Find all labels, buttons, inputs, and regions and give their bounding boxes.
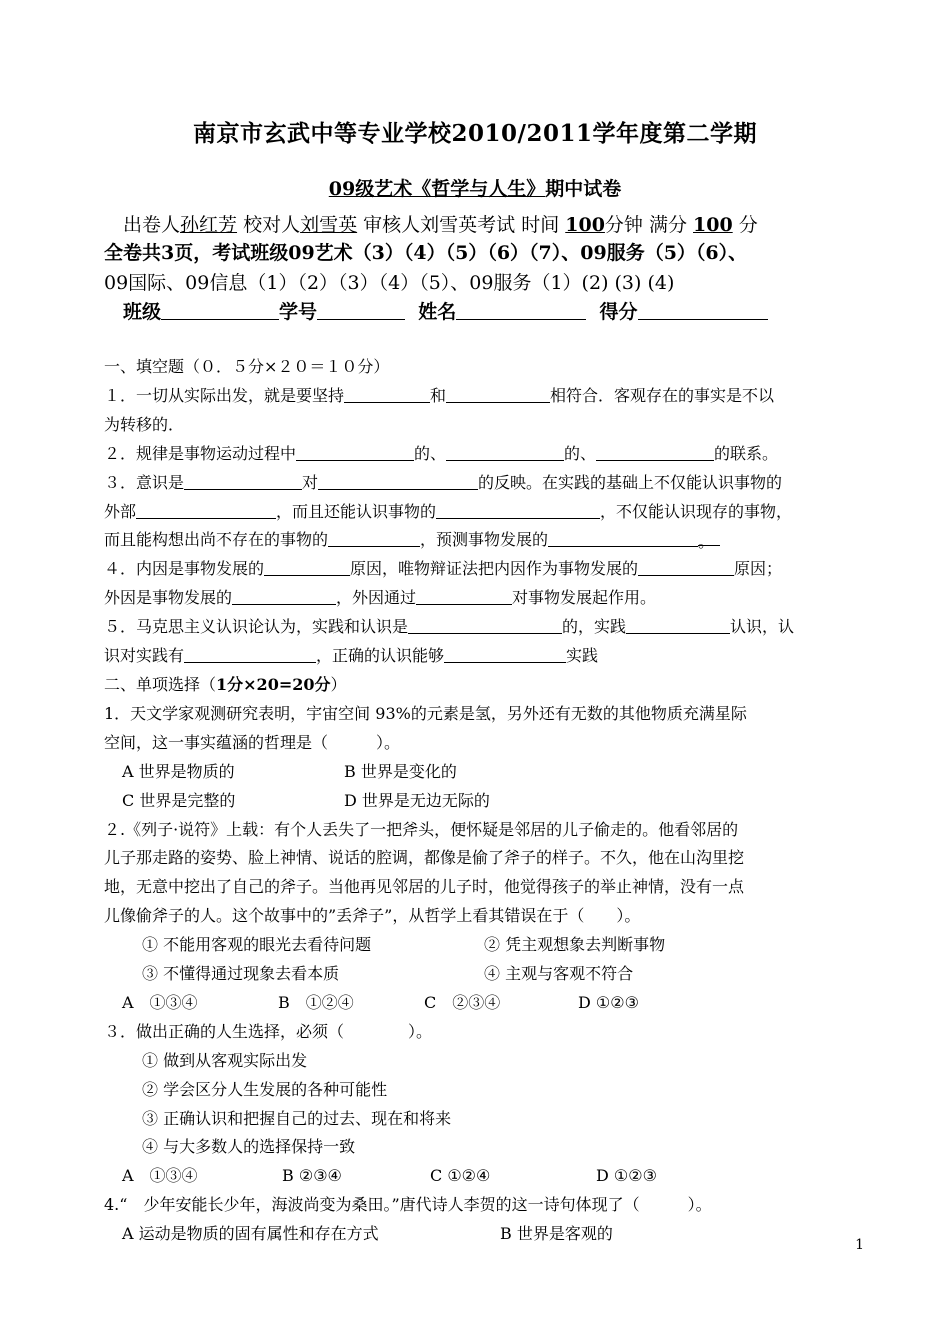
choice-question-2-options [104, 989, 870, 1018]
option-b[interactable]: B 世界是变化的 [344, 761, 457, 781]
option-b[interactable]: B ①②④ [278, 992, 354, 1012]
option-c[interactable]: C 世界是完整的 [122, 790, 236, 810]
option-d[interactable]: D ①②③ [578, 992, 639, 1012]
answer-blank[interactable] [232, 587, 336, 605]
section-1-heading: 一、填空题（０．５分×２０＝１０分） [104, 357, 390, 376]
choice-question-3-statement-1: ① 做到从客观实际出发 [142, 1050, 308, 1070]
answer-blank[interactable] [446, 385, 550, 403]
choice-question-1-options-cd [104, 787, 870, 816]
choice-question-2-cont: 儿子那走路的姿势、脸上神情、说话的腔调，都像是偷了斧子的样子。不久，他在山沟里挖 [104, 848, 745, 868]
name-field[interactable] [456, 302, 586, 320]
choice-question-2-statements-12: ① 不能用客观的眼光去看待问题 ② 凭主观想象去判断事物 [142, 935, 666, 955]
option-a[interactable]: A 运动是物质的固有属性和存在方式 [122, 1224, 379, 1244]
exam-subtitle [0, 174, 950, 201]
choice-question-1-options-ab [104, 758, 870, 787]
option-a[interactable]: A ①③④ [122, 992, 198, 1012]
option-c[interactable]: C ①②④ [430, 1166, 491, 1186]
exam-type: 期中试卷 [545, 178, 622, 200]
author-name: 孙红芳 [180, 214, 238, 236]
answer-blank[interactable] [184, 645, 316, 663]
answer-blank[interactable] [136, 501, 276, 519]
answer-blank[interactable] [446, 443, 564, 461]
fill-question-1: １．一切从实际出发，就是要坚持 和 相符合．客观存在的事实是不以 [104, 385, 775, 405]
answer-blank[interactable] [264, 558, 350, 576]
score-value: 100 [693, 214, 733, 236]
course-name: 09级艺术《哲学与人生》 [328, 178, 546, 200]
exam-scope-line-2: 09国际、09信息（1）（2）（3）（4）（5）、09服务（1）(2) (3) (4) [104, 272, 675, 294]
fill-question-5-cont: 识对实践有 ，正确的认识能够 实践 [104, 646, 599, 666]
choice-question-3-statement-2: ② 学会区分人生发展的各种可能性 [142, 1079, 388, 1099]
option-a[interactable]: A 世界是物质的 [122, 761, 235, 781]
choice-question-3-statement-4: ④ 与大多数人的选择保持一致 [142, 1137, 356, 1157]
choice-question-2-cont3: 儿像偷斧子的人。这个故事中的”丢斧子”，从哲学上看其错误在于（ ）。 [104, 906, 641, 926]
answer-blank[interactable] [638, 558, 734, 576]
score-field[interactable] [638, 302, 768, 320]
section-2-heading: 二、单项选择（1分×20=20分） [104, 674, 347, 694]
fill-question-3-cont: 外部 ，而且还能认识事物的 ，不仅能认识现存的事物， [104, 501, 793, 521]
choice-question-3: ３．做出正确的人生选择，必须（ ）。 [104, 1021, 433, 1041]
answer-blank[interactable] [444, 645, 566, 663]
time-value: 100 [565, 214, 605, 236]
class-field[interactable] [161, 302, 279, 320]
option-a[interactable]: A ①③④ [122, 1166, 198, 1186]
option-b[interactable]: B ②③④ [282, 1166, 342, 1186]
answer-blank[interactable] [596, 443, 714, 461]
student-info-line: 班级 学号 姓名 得分 [123, 297, 768, 324]
answer-blank[interactable] [344, 385, 430, 403]
checker-name: 刘雪英 [300, 214, 358, 236]
option-c[interactable]: C ②③④ [424, 992, 501, 1012]
fill-question-5: ５．马克思主义认识论认为，实践和认识是 的，实践 认识，认 [104, 617, 795, 637]
exam-scope-line-1: 全卷共3页，考试班级09艺术（3）（4）（5）（6）（7）、09服务（5）（6）、 [104, 242, 748, 264]
exam-info-line: 出卷人孙红芳 校对人刘雪英 审核人刘雪英考试 时间 100分钟 满分 100 分 [123, 214, 758, 236]
fill-question-2: ２．规律是事物运动过程中 的、 的、 的联系。 [104, 443, 779, 463]
fill-question-3: ３．意识是 对 的反映。在实践的基础上不仅能认识事物的 [104, 472, 783, 492]
answer-blank[interactable] [328, 529, 420, 547]
choice-question-4-options-ab [104, 1220, 870, 1249]
exam-title: 南京市玄武中等专业学校2010/2011学年度第二学期 [193, 120, 757, 147]
fill-question-4-cont: 外因是事物发展的 ，外因通过 对事物发展起作用。 [104, 588, 657, 608]
fill-question-3-cont2: 而且能构想出尚不存在的事物的 ，预测事物发展的 。 [104, 526, 870, 555]
option-d[interactable]: D ①②③ [596, 1166, 657, 1186]
choice-question-1: 1．天文学家观测研究表明，宇宙空间 93%的元素是氢，另外还有无数的其他物质充满星际 [104, 703, 747, 723]
choice-question-4: 4.“ 少年安能长少年，海波尚变为桑田。”唐代诗人李贺的这一诗句体现了（ ）。 [104, 1195, 712, 1215]
student-id-field[interactable] [317, 302, 405, 320]
answer-blank[interactable] [548, 529, 698, 547]
answer-blank[interactable] [296, 443, 414, 461]
fill-question-4: ４．内因是事物发展的 原因，唯物辩证法把内因作为事物发展的 原因； [104, 559, 783, 579]
answer-blank[interactable] [184, 472, 302, 490]
answer-blank[interactable] [436, 501, 600, 519]
exam-body [104, 353, 870, 1249]
choice-question-3-options [104, 1162, 870, 1191]
answer-blank[interactable] [318, 472, 478, 490]
answer-blank-end: 。 [698, 528, 720, 546]
choice-question-2-statements-34: ③ 不懂得通过现象去看本质 ④ 主观与客观不符合 [142, 964, 634, 984]
answer-blank[interactable] [416, 587, 512, 605]
choice-question-2: ２.《列子·说符》上载：有个人丢失了一把斧头，便怀疑是邻居的儿子偷走的。他看邻居的 [104, 819, 739, 839]
answer-blank[interactable] [626, 616, 730, 634]
fill-question-1-cont: 为转移的． [104, 414, 185, 434]
option-b[interactable]: B 世界是客观的 [500, 1224, 613, 1244]
option-d[interactable]: D 世界是无边无际的 [344, 790, 490, 810]
choice-question-3-statement-3: ③ 正确认识和把握自己的过去、现在和将来 [142, 1108, 452, 1128]
choice-question-2-cont2: 地，无意中挖出了自己的斧子。当他再见邻居的儿子时，他觉得孩子的举止神情，没有一点 [104, 877, 745, 897]
answer-blank[interactable] [408, 616, 562, 634]
choice-question-1-cont: 空间，这一事实蕴涵的哲理是（ ）。 [104, 732, 401, 752]
page-number: 1 [855, 1237, 864, 1253]
